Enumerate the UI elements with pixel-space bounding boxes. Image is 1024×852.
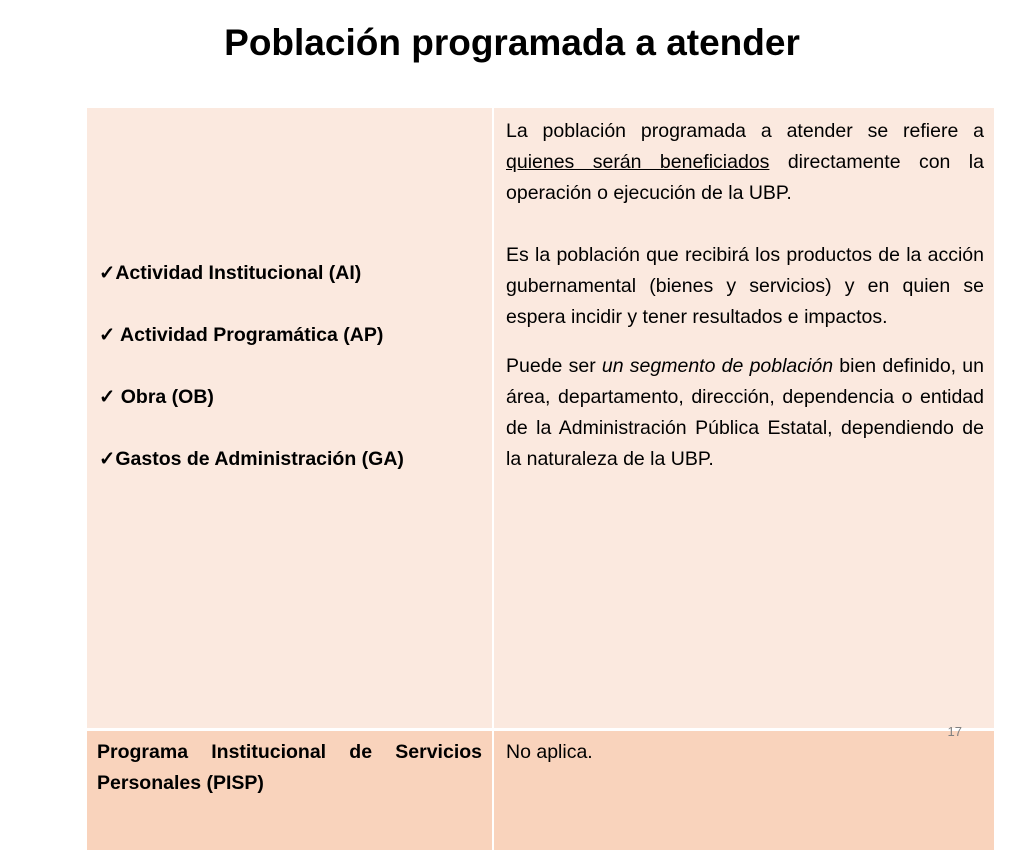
underlined-text: quienes serán beneficiados <box>506 151 770 173</box>
definition-paragraph-3 <box>506 351 984 475</box>
text-span: bien definido, un área, departamento, dirección, dependencia o entidad de la Administración Pública Estatal, dependiendo de la naturaleza de la UBP. <box>506 355 984 470</box>
definition-paragraph-1 <box>506 116 984 209</box>
list-item-ap: ✓ Actividad Programática (AP) <box>99 324 384 346</box>
table-row <box>86 730 995 852</box>
pisp-cell: Programa Institucional de Servicios Personales (PISP) <box>86 730 493 852</box>
content-table <box>85 106 996 852</box>
text-span: La población programada a atender se refiere a <box>506 120 984 142</box>
no-aplica-cell: No aplica. <box>493 730 995 852</box>
list-item-ga: ✓Gastos de Administración (GA) <box>99 448 404 470</box>
page-number: 17 <box>947 724 962 739</box>
slide-title: Población programada a atender <box>224 22 800 63</box>
text-span: directamente con la operación o ejecución de la UBP. <box>506 151 984 204</box>
definition-paragraph-2: Es la población que recibirá los productos de la acción gubernamental (bienes y servicios) y en quien se espera incidir y tener resultados e impactos. <box>506 244 984 328</box>
italic-text: un segmento de población <box>601 355 834 377</box>
table-row <box>86 107 995 730</box>
definition-cell <box>493 107 995 730</box>
list-item-ob: ✓ Obra (OB) <box>99 386 214 408</box>
categories-cell <box>86 107 493 730</box>
text-span: Puede ser <box>506 355 602 377</box>
list-item-ai: ✓Actividad Institucional (AI) <box>99 262 362 284</box>
